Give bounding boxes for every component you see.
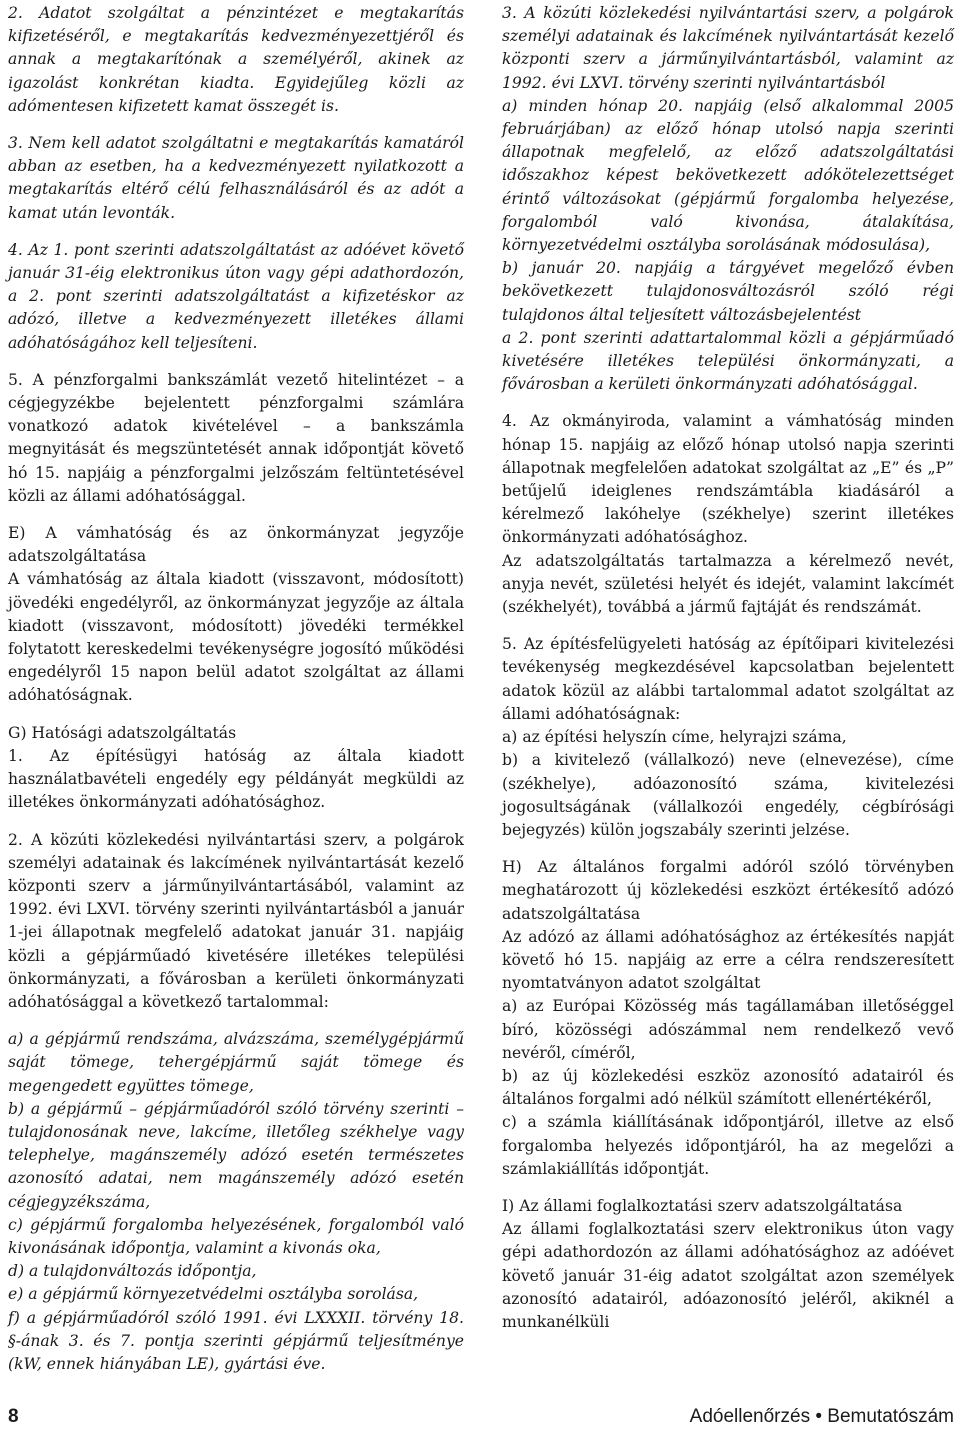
left-paragraph: 2. A közúti közlekedési nyilvántartási szerv, a polgárok személyi adatainak és lakcímének nyilvántartását kezelő központi szerv a járműnyilvántartásából, valamint az 1992. évi LXVI. törvény szerinti nyilvántartásból a január 1-jei állapotnak megfelelő adatokat január 31. napjáig közli a gépjárműadó kivetésére illetékes települési önkormányzati, a fővárosban a kerületi önkormányzati adóhatósággal a következő tartalommal: <box>8 830 464 1011</box>
page-footer <box>0 1406 960 1436</box>
right-paragraph: 3. A közúti közlekedési nyilvántartási szerv, a polgárok személyi adatainak és lakcímének nyilvántartását kezelő központi szerv a járműnyilvántartásból, valamint az 1992. évi LXVI. törvény szerinti nyilvántartásból a) minden hónap 20. napjáig (első alkalommal 2005 februárjában) az előző hónap utolsó napja szerinti állapotnak megfelelő, az előző adatszolgáltatási időszakhoz képest bekövetkezett adókötelezettséget érintő változásokat (gépjármű forgalomba helyezése, forgalomból való kivonása, átalakítása, környezetvédelmi osztályba sorolásának módosulása), b) január 20. napjáig a tárgyévet megelőző évben bekövetkezett tulajdonosváltozásról szóló régi tulajdonos által teljesített változásbejelentést a 2. pont szerinti adattartalommal közli a gépjárműadó kivetésére illetékes települési önkormányzati, a fővárosban a kerületi önkormányzati adóhatósággal. <box>502 4 954 394</box>
left-paragraph: 4. Az 1. pont szerinti adatszolgáltatást az adóévet követő január 31-éig elektronikus úton vagy gépi adathordozón, a 2. pont szerinti adatszolgáltatást a kifizetéskor az adózó, illetve a kedvezményezett illetékes állami adóhatóságához kell teljesíteni. <box>8 240 464 352</box>
right-paragraph: 5. Az építésfelügyeleti hatóság az építőipari kivitelezési tevékenység megkezdésével kapcsolatban bejelentett adatok közül az alábbi tartalommal adatot szolgáltat az állami adóhatóságnak: a) az építési helyszín címe, helyrajzi száma, b) a kivitelező (vállalkozó) neve (elnevezése), címe (székhelye), adóazonosító száma, kivitelezési jogosultságának (vállalkozói engedély, cégbírósági bejegyzés) külön jogszabály szerinti jelzése. <box>502 635 954 839</box>
left-paragraph: a) a gépjármű rendszáma, alvázszáma, személygépjármű saját tömege, tehergépjármű saját tömege és megengedett együttes tömege, b) a gépjármű – gépjárműadóról szóló törvény szerinti – tulajdonosának neve, lakcíme, illetőleg székhelye vagy telephelye, magánszemély adózó esetén természetes azonosító adatai, nem magánszemély adózó esetén cégjegyzékszáma, c) gépjármű forgalomba helyezésének, forgalomból való kivonásának időpontja, valamint a kivonás oka, d) a tulajdonváltozás időpontja, e) a gépjármű környezetvédelmi osztályba sorolása, f) a gépjárműadóról szóló 1991. évi LXXXII. törvény 18. §-ának 3. és 7. pontja szerinti gépjármű teljesítménye (kW, ennek hiányában LE), gyártási éve. <box>8 1030 464 1373</box>
left-paragraph: E) A vámhatóság és az önkormányzat jegyzője adatszolgáltatása A vámhatóság az általa kiadott (visszavont, módosított) jövedéki engedélyről, az önkormányzat jegyzője az általa kiadott (visszavont, módosított) jövedéki termékkel folytatott kereskedelmi tevékenységre jogosító működési engedélyről 15 napon belül adatot szolgáltat az állami adóhatóságnak. <box>8 524 464 705</box>
left-paragraph: 5. A pénzforgalmi bankszámlát vezető hitelintézet – a cégjegyzékbe bejelentett pénzforgalmi számlára vonatkozó adatok kivételével – a bankszámla megnyitását és megszüntetését annak időpontját követő hó 15. napjáig a pénzforgalmi jelzőszám feltüntetésével közli az állami adóhatósággal. <box>8 370 464 505</box>
left-paragraph: G) Hatósági adatszolgáltatás 1. Az építésügyi hatóság az általa kiadott használatbavételi engedély egy példányát megküldi az illetékes önkormányzati adóhatósághoz. <box>8 723 464 812</box>
right-column <box>502 2 954 1348</box>
right-paragraph: I) Az állami foglalkoztatási szerv adatszolgáltatása Az állami foglalkoztatási szerv elektronikus úton vagy gépi adathordozón az állami adóhatósághoz az adóévet követő január 31-éig adatot szolgáltat azon személyek azonosító adatairól, adóazonosító jeléről, akiknél a munkanélküli <box>502 1196 954 1331</box>
page-number: 8 <box>8 1406 19 1427</box>
left-column <box>8 2 464 1390</box>
publication-title: Adóellenőrzés • Bemutatószám <box>689 1406 954 1427</box>
right-paragraph: 4. Az okmányiroda, valamint a vámhatóság minden hónap 15. napjáig az előző hónap utolsó napja szerinti állapotnak megfelelően adatokat szolgáltat az „E” és „P” betűjelű ideiglenes rendszámtábla kiadásáról a kérelmező lakóhelye (székhelye) szerint illetékes önkormányzati adóhatósághoz. Az adatszolgáltatás tartalmazza a kérelmező nevét, anyja nevét, születési helyét és idejét, valamint lakcímét (székhelyét), továbbá a jármű fajtáját és rendszámát. <box>502 412 954 617</box>
right-paragraph: H) Az általános forgalmi adóról szóló törvényben meghatározott új közlekedési eszközt értékesítő adózó adatszolgáltatása Az adózó az állami adóhatósághoz az értékesítés napját követő hó 15. napjáig az erre a célra rendszeresített nyomtatványon adatot szolgáltat a) az Európai Közösség más tagállamában illetőséggel bíró, közösségi adószámmal nem rendelkező vevő nevéről, címéről, b) az új közlekedési eszköz azonosító adatairól és általános forgalmi adó nélkül számított ellenértékéről, c) a számla kiállításának időpontjáról, illetve az első forgalomba helyezés időpontjáról, ha az megelőzi a számlakiállítás időpontját. <box>502 858 954 1178</box>
left-paragraph: 2. Adatot szolgáltat a pénzintézet e megtakarítás kifizetéséről, e megtakarítás kedvezményezettjéről és annak a megtakarítónak a személyéről, akinek az igazolást konkrétan kiadta. Egyidejűleg közli az adómentesen kifizetett kamat összegét is. <box>8 4 464 115</box>
left-paragraph: 3. Nem kell adatot szolgáltatni e megtakarítás kamatáról abban az esetben, ha a kedvezményezett nyilatkozott a megtakarítás eltérő célú felhasználásáról és az adót a kamat után levonták. <box>8 134 464 222</box>
